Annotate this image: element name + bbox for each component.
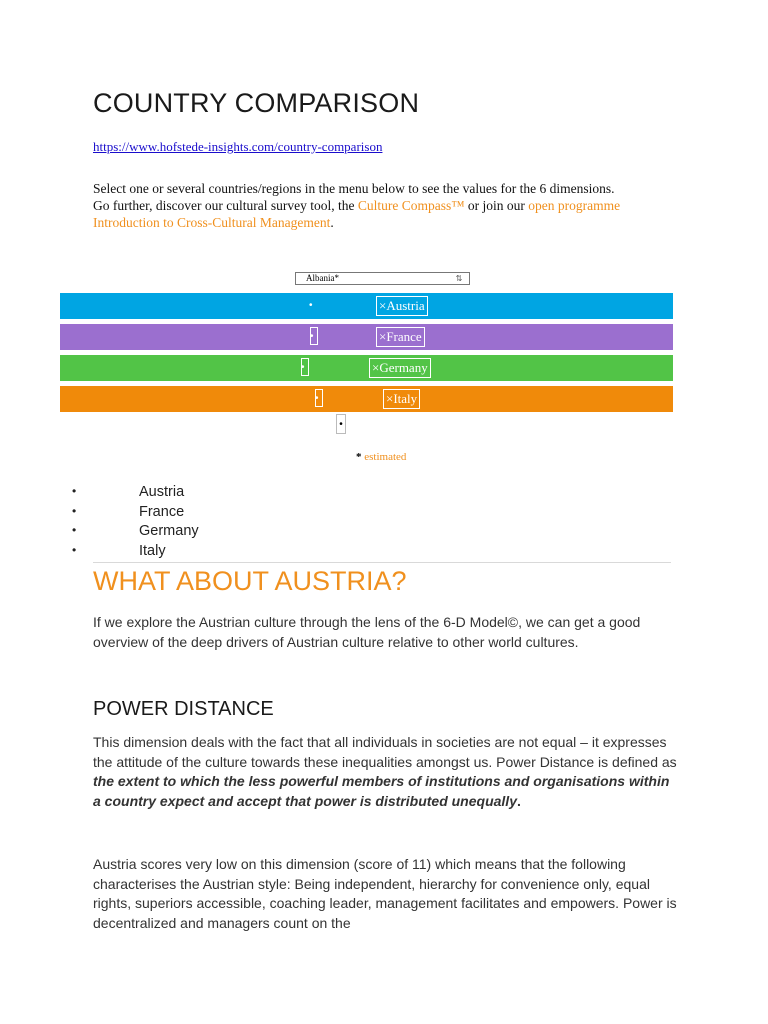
list-bullet: •: [72, 484, 77, 498]
list-bullet: •: [72, 543, 77, 558]
country-bar-italy: [60, 386, 673, 412]
estimated-star: *: [356, 451, 365, 463]
list-item-text: Italy: [139, 543, 166, 560]
empty-bullet-item: •: [336, 414, 346, 434]
bar-bullet: •: [315, 393, 319, 404]
bar-bullet: •: [310, 331, 314, 342]
power-distance-paragraph-2: Austria scores very low on this dimension (score of 11) which means that the following characterises the Austrian style: Being independent, hierarchy for convenience only, equal rights, superiors accessible, coaching leader, management facilitates and empowers. Power is decentralized and managers count on the: [93, 856, 677, 931]
power-distance-heading: POWER DISTANCE: [93, 698, 274, 720]
intro-line-2-mid: or join our: [464, 198, 529, 213]
country-bar-france: [60, 324, 673, 350]
country-select-value: Albania*: [306, 273, 339, 283]
list-bullet: •: [72, 523, 77, 538]
list-item-text: Austria: [139, 484, 185, 500]
pd-p1-prefix: This dimension deals with the fact that all individuals in societies are not equal – it expresses the attitude of the culture towards these inequalities amongst us. Power Distance is defined as: [93, 734, 677, 770]
intro-paragraph: [93, 180, 653, 231]
list-bullet: •: [72, 503, 77, 518]
remove-germany-chip[interactable]: ×Germany: [369, 358, 431, 378]
bar-bullet: •: [309, 300, 313, 311]
section-heading: WHAT ABOUT AUSTRIA?: [93, 566, 407, 596]
pd-p1-suffix: .: [516, 792, 521, 809]
country-bar-austria: [60, 293, 673, 319]
open-programme-link[interactable]: open programme Introduction to Cross-Cultural Management: [93, 198, 621, 230]
intro-line-2-prefix: Go further, discover our cultural survey tool, the: [93, 198, 358, 213]
country-comparison-link[interactable]: https://www.hofstede-insights.com/country-comparison: [93, 139, 383, 154]
intro-line-1: Select one or several countries/regions in the menu below to see the values for the 6 dimensions.: [93, 181, 615, 196]
list-item-text: Germany: [139, 523, 199, 540]
intro-line-2-suffix: .: [330, 215, 334, 230]
country-bar-germany: [60, 355, 673, 381]
pd-p1-definition: the extent to which the less powerful members of institutions and organisations within a country expect and accept that power is distributed unequally: [93, 773, 670, 809]
estimated-text: estimated: [364, 451, 407, 463]
intro-line-2: [93, 197, 653, 231]
bar-bullet: •: [301, 362, 305, 373]
remove-france-chip[interactable]: ×France: [376, 327, 425, 347]
remove-austria-chip[interactable]: ×Austria: [376, 296, 428, 316]
culture-compass-link[interactable]: Culture Compass™: [357, 198, 465, 213]
section-divider: [93, 562, 671, 563]
power-distance-paragraph-1: [93, 733, 678, 811]
country-select[interactable]: [295, 272, 470, 285]
page-title: COUNTRY COMPARISON: [93, 88, 420, 118]
remove-italy-chip[interactable]: ×Italy: [383, 389, 420, 409]
list-item-text: France: [139, 503, 185, 520]
estimated-note: [356, 451, 406, 463]
select-arrows-icon: ⇅: [455, 274, 463, 283]
section-intro: If we explore the Austrian culture through the lens of the 6-D Model©, we can get a good overview of the deep drivers of Austrian culture relative to other world cultures.: [93, 614, 641, 650]
